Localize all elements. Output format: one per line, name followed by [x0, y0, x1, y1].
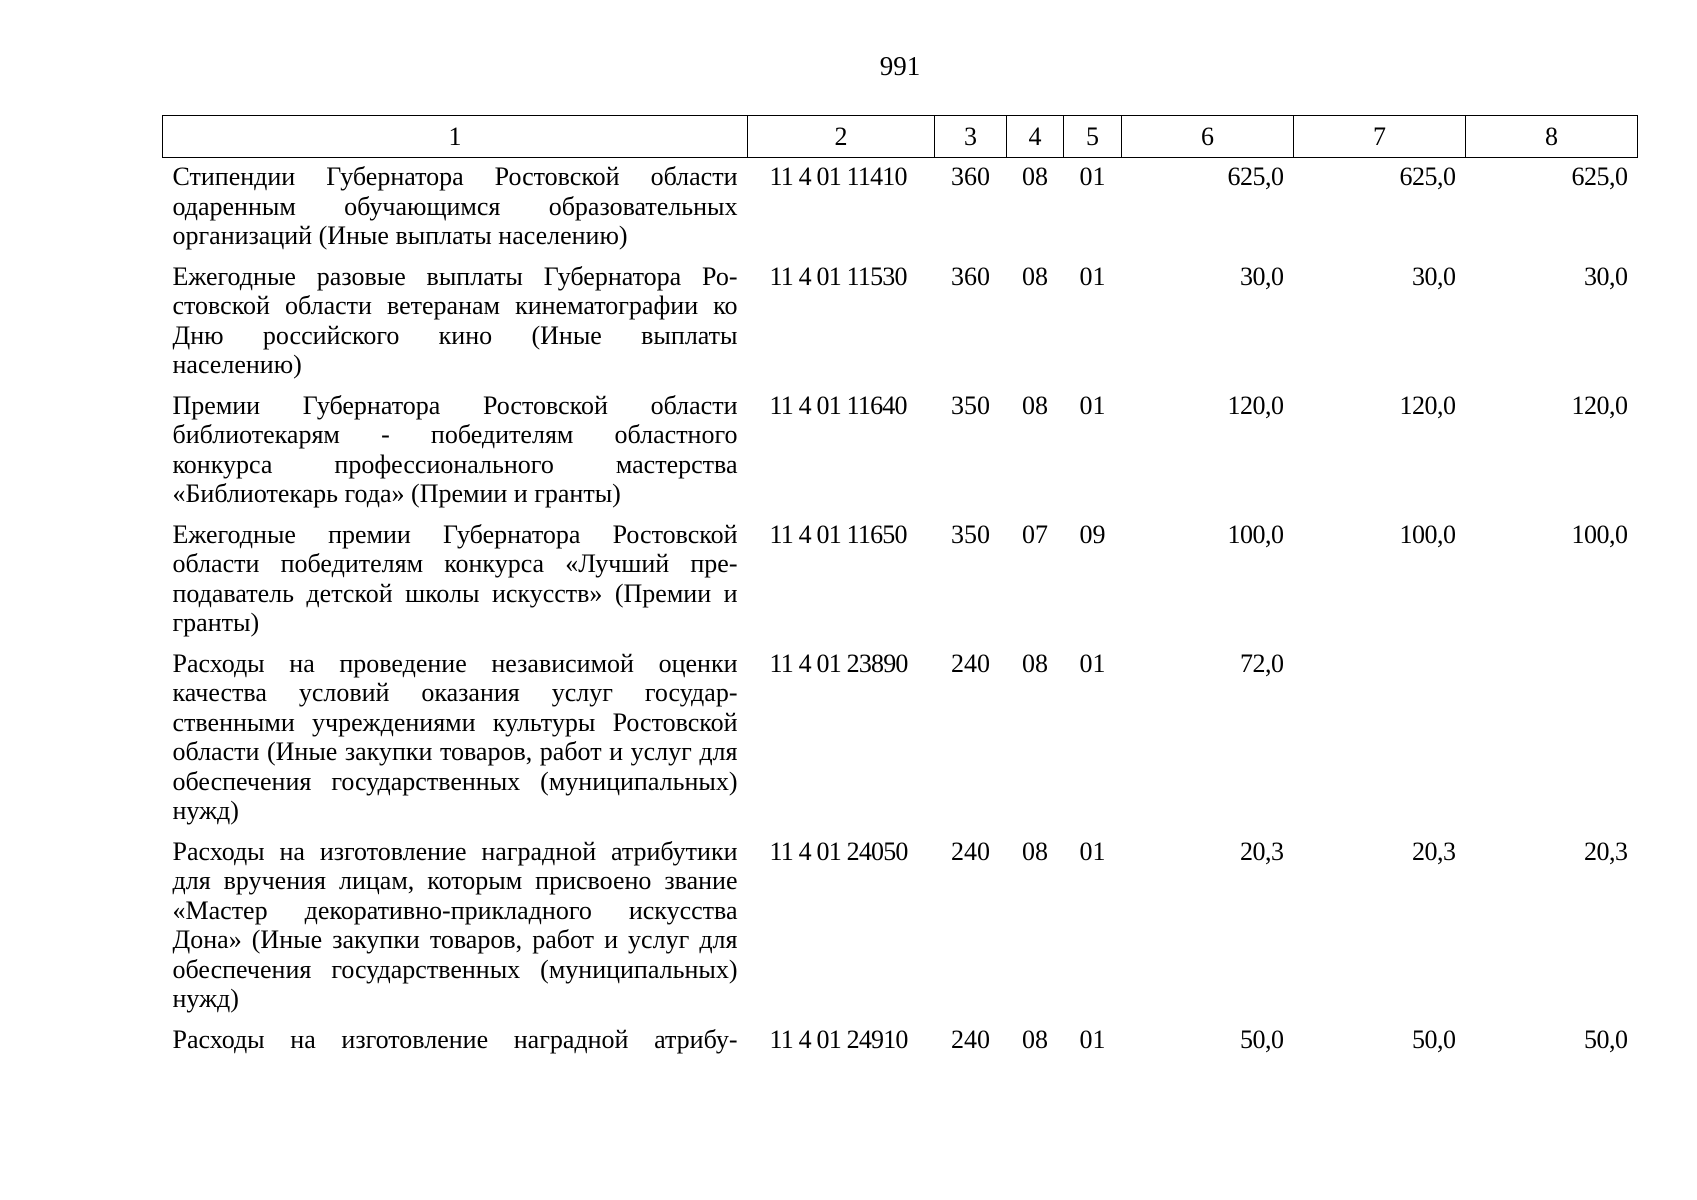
- table-row: [163, 516, 1638, 645]
- section-code: 08: [1022, 162, 1048, 191]
- table-row: [163, 1021, 1638, 1062]
- target-article-code: 11 4 01 11640: [769, 390, 907, 420]
- subsection-code: 09: [1079, 519, 1106, 549]
- page-number: 991: [879, 51, 921, 81]
- section-code: 08: [1022, 261, 1048, 291]
- amount-col6: 120,0: [1227, 390, 1284, 420]
- budget-table: [162, 115, 1638, 1061]
- expense-type-code: 350: [951, 390, 990, 420]
- amount-col7: 50,0: [1412, 1024, 1456, 1054]
- subsection-code: 01: [1079, 1024, 1106, 1054]
- subsection-code: 01: [1079, 162, 1106, 191]
- amount-col8: 20,3: [1584, 836, 1628, 866]
- target-article-code: 11 4 01 24050: [769, 836, 908, 866]
- header-row: [163, 116, 1638, 158]
- amount-col8: 100,0: [1571, 519, 1628, 549]
- amount-col8: [1466, 645, 1638, 833]
- subsection-code: 01: [1079, 648, 1106, 678]
- expense-description: Ежегодные премии Губернатора Ростовской области победителям конкурса «Лучший преподаватель детской школы искусств» (Премии и гранты): [172, 519, 738, 637]
- column-header: 4: [1007, 116, 1064, 158]
- amount-col8: 50,0: [1584, 1024, 1628, 1054]
- expense-type-code: 240: [951, 1024, 990, 1054]
- amount-col7: 30,0: [1412, 261, 1456, 291]
- section-code: 08: [1022, 1024, 1048, 1054]
- expense-type-code: 360: [951, 162, 990, 191]
- expense-description: Премии Губернатора Ростовской области библиотекарям - победителям областного конкурса профессионального мастерства «Библиотекарь года» (Премии и гранты): [172, 390, 738, 508]
- expense-type-code: 350: [951, 519, 990, 549]
- amount-col6: 625,0: [1227, 162, 1284, 191]
- subsection-code: 01: [1079, 390, 1106, 420]
- table-row: [163, 158, 1638, 258]
- amount-col7: 100,0: [1399, 519, 1456, 549]
- amount-col8: 30,0: [1584, 261, 1628, 291]
- amount-col8: 120,0: [1571, 390, 1628, 420]
- expense-description: Расходы на проведение независимой оценки качества условий оказания услуг государственными учреждениями культуры Ростовской области (Иные закупки товаров, работ и услуг для обеспечения государственных (муниципальных) нужд): [172, 648, 738, 825]
- amount-col6: 30,0: [1240, 261, 1284, 291]
- expense-type-code: 240: [951, 836, 990, 866]
- expense-description: Стипендии Губернатора Ростовской области одаренным обучающимся образовательных организаций (Иные выплаты населению): [172, 162, 738, 250]
- subsection-code: 01: [1079, 261, 1106, 291]
- column-header: 6: [1122, 116, 1294, 158]
- amount-col7: [1294, 645, 1466, 833]
- amount-col6: 50,0: [1240, 1024, 1284, 1054]
- expense-type-code: 360: [951, 261, 990, 291]
- target-article-code: 11 4 01 11410: [769, 162, 907, 191]
- target-article-code: 11 4 01 11650: [769, 519, 907, 549]
- section-code: 08: [1022, 390, 1048, 420]
- table-row: [163, 258, 1638, 387]
- amount-col7: 20,3: [1412, 836, 1456, 866]
- section-code: 07: [1022, 519, 1048, 549]
- column-header: 8: [1466, 116, 1638, 158]
- expense-description: Расходы на изготовление наградной атрибутики для вручения лицам, которым присвоено звание «Мастер декоративно-прикладного искусства Дона» (Иные закупки товаров, работ и услуг для обеспечения государственных (муниципальных) нужд): [172, 836, 738, 1013]
- expense-description: Ежегодные разовые выплаты Губернатора Ростовской области ветеранам кинематографии ко Дню российского кино (Иные выплаты населению): [172, 261, 738, 379]
- expense-type-code: 240: [951, 648, 990, 678]
- target-article-code: 11 4 01 23890: [769, 648, 908, 678]
- section-code: 08: [1022, 836, 1048, 866]
- table-row: [163, 645, 1638, 833]
- target-article-code: 11 4 01 24910: [769, 1024, 908, 1054]
- table-row: [163, 387, 1638, 516]
- column-header: 3: [935, 116, 1007, 158]
- amount-col7: 625,0: [1399, 162, 1456, 191]
- amount-col6: 20,3: [1240, 836, 1284, 866]
- subsection-code: 01: [1079, 836, 1106, 866]
- expense-description: Расходы на изготовление наградной атрибу-: [172, 1024, 738, 1054]
- amount-col7: 120,0: [1399, 390, 1456, 420]
- section-code: 08: [1022, 648, 1048, 678]
- column-header: 5: [1064, 116, 1122, 158]
- target-article-code: 11 4 01 11530: [769, 261, 907, 291]
- amount-col8: 625,0: [1571, 162, 1628, 191]
- amount-col6: 100,0: [1227, 519, 1284, 549]
- amount-col6: 72,0: [1240, 648, 1284, 678]
- column-header: 7: [1294, 116, 1466, 158]
- column-header: 2: [748, 116, 935, 158]
- table-row: [163, 833, 1638, 1021]
- column-header: 1: [163, 116, 748, 158]
